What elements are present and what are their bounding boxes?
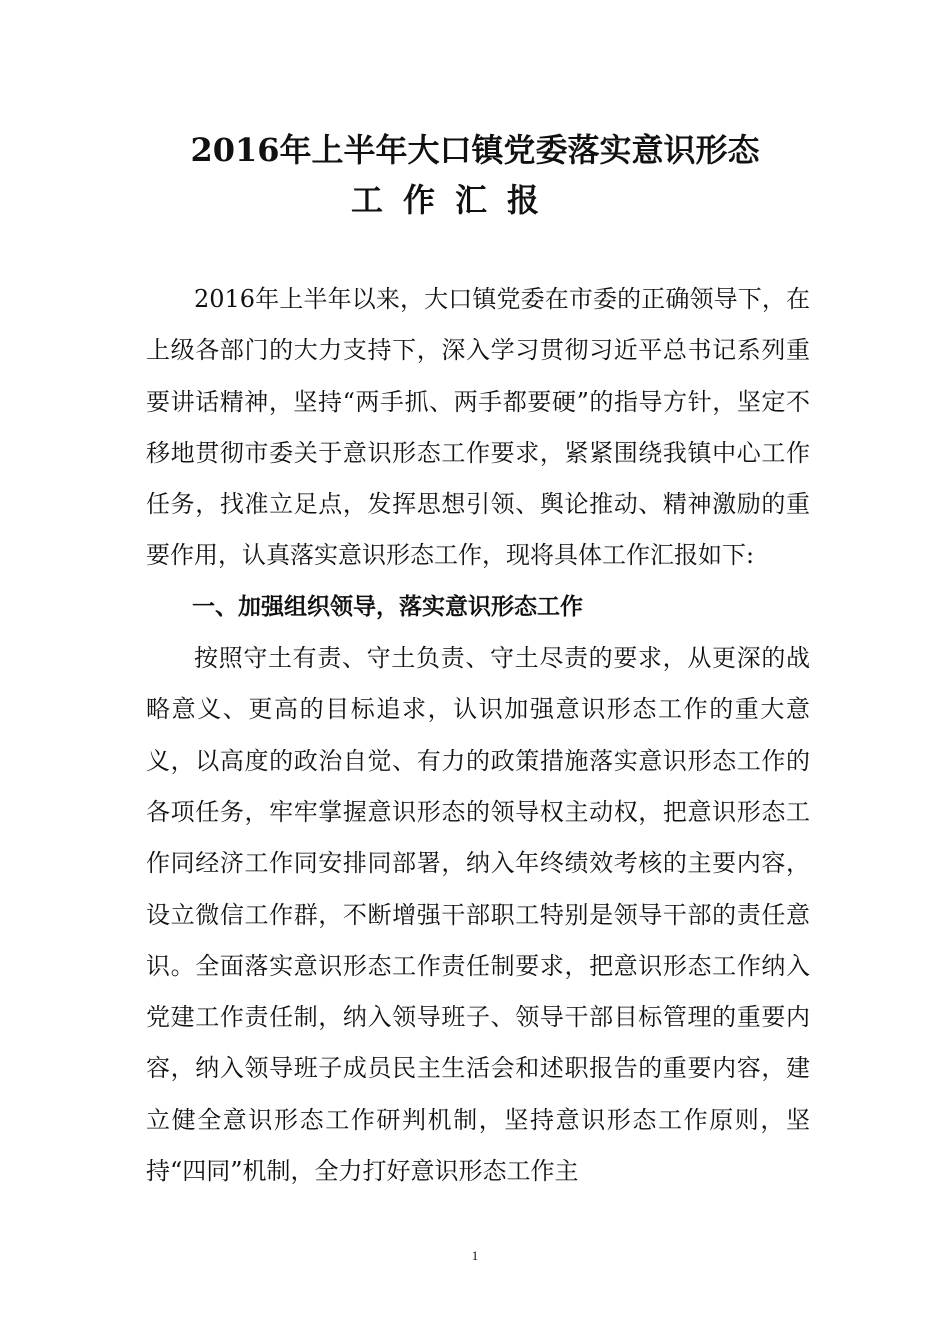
section-1-paragraph: 按照守土有责、守土负责、守土尽责的要求，从更深的战略意义、更高的目标追求，认识加强意识形态工作的重大意义，以高度的政治自觉、有力的政策措施落实意识形态工作的各项任务，牢牢掌握意识形态的领导权主动权，把意识形态工作同经济工作同安排同部署，纳入年终绩效考核的主要内容，设立微信工作群，不断增强干部职工特别是领导干部的责任意识。全面落实意识形态工作责任制要求，把意识形态工作纳入党建工作责任制，纳入领导班子、领导干部目标管理的重要内容，纳入领导班子成员民主生活会和述职报告的重要内容，建立健全意识形态工作研判机制，坚持意识形态工作原则，坚持“四同”机制，全力打好意识形态工作主 [146, 644, 810, 1186]
intro-paragraph: 2016年上半年以来，大口镇党委在市委的正确领导下，在上级各部门的大力支持下，深入学习贯彻习近平总书记系列重要讲话精神，坚持“两手抓、两手都要硬”的指导方针，坚定不移地贯彻市委关于意识形态工作要求，紧紧围绕我镇中心工作任务，找准立足点，发挥思想引领、舆论推动、精神激励的重要作用，认真落实意识形态工作，现将具体工作汇报如下: [146, 285, 810, 570]
document-subtitle: 工作汇报 [350, 181, 559, 219]
page-number: 1 [471, 1248, 479, 1263]
section-heading-1: 一、加强组织领导，落实意识形态工作 [192, 593, 583, 620]
document-body [146, 274, 810, 1197]
document-title: 2016年上半年大口镇党委落实意识形态 [190, 131, 760, 169]
